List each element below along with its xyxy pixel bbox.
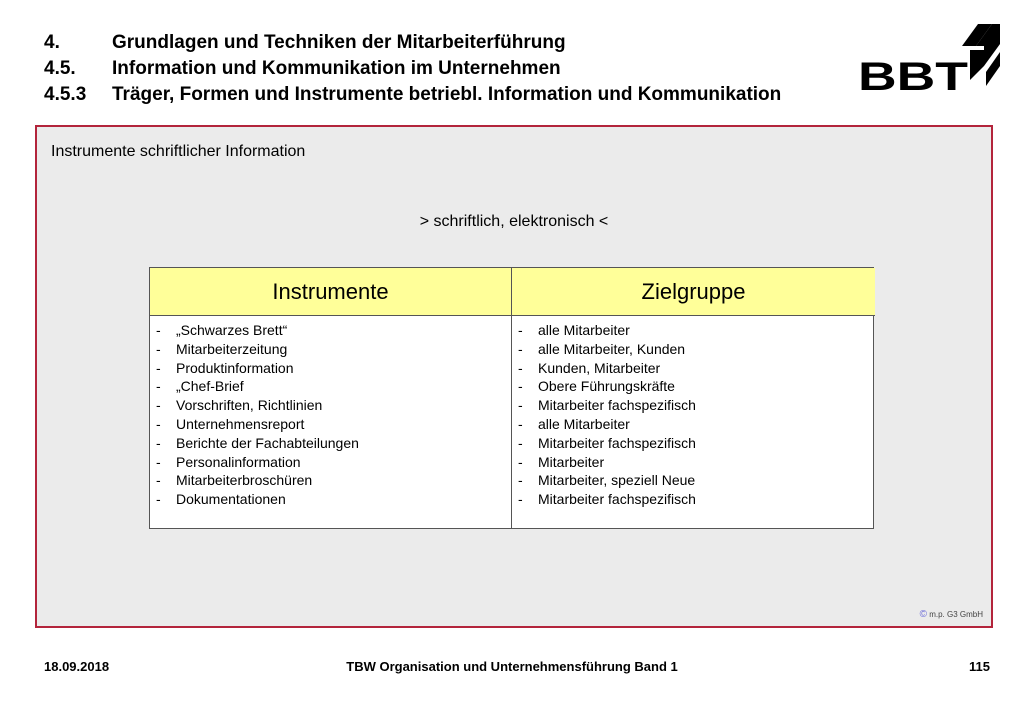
list-item-text: Berichte der Fachabteilungen — [176, 434, 359, 451]
list-item — [518, 453, 875, 472]
heading-number: 4. — [44, 32, 60, 53]
list-item-text: Unternehmensreport — [176, 415, 305, 432]
list-item-text: Kunden, Mitarbeiter — [538, 359, 661, 376]
heading-number: 4.5. — [44, 58, 76, 79]
heading-text: Träger, Formen und Instrumente betriebl. Information und Kommunikation — [112, 84, 782, 105]
instruments-table — [149, 267, 874, 529]
footer-date: 18.09.2018 — [44, 659, 110, 674]
list-item — [156, 453, 511, 472]
list-item-text: Vorschriften, Richtlinien — [176, 397, 323, 414]
instrumente-cell — [150, 316, 512, 528]
list-item — [156, 471, 511, 490]
list-item — [156, 340, 511, 359]
content-panel — [35, 125, 993, 628]
zielgruppe-list — [518, 321, 875, 509]
list-item — [156, 434, 511, 453]
heading-number: 4.5.3 — [44, 84, 87, 105]
dash-marker: - — [518, 378, 523, 395]
list-item-text: Mitarbeiter fachspezifisch — [538, 491, 696, 508]
list-item — [518, 415, 875, 434]
copyright-text: m.p. G3 GmbH — [929, 610, 983, 619]
list-item-text: Mitarbeiter, speziell Neue — [538, 472, 696, 489]
dash-marker: - — [518, 472, 523, 489]
footer-title: TBW Organisation und Unternehmensführung Band 1 — [346, 659, 678, 674]
list-item — [518, 471, 875, 490]
dash-marker: - — [518, 340, 523, 357]
list-item — [156, 321, 511, 340]
dash-marker: - — [156, 378, 161, 395]
list-item-text: „Chef-Brief — [176, 378, 244, 395]
list-item — [518, 377, 875, 396]
column-header-instrumente: Instrumente — [150, 268, 512, 316]
instrumente-list — [156, 321, 511, 509]
dash-marker: - — [518, 359, 523, 376]
heading-line-2 — [44, 56, 781, 82]
logo-text: BBT — [858, 55, 968, 94]
list-item — [518, 340, 875, 359]
list-item-text: Personalinformation — [176, 453, 301, 470]
dash-marker: - — [156, 453, 161, 470]
dash-marker: - — [156, 359, 161, 376]
dash-marker: - — [518, 491, 523, 508]
list-item-text: Mitarbeiterzeitung — [176, 340, 288, 357]
list-item — [156, 490, 511, 509]
list-item-text: Mitarbeiter — [538, 453, 605, 470]
panel-subtitle: > schriftlich, elektronisch < — [419, 213, 609, 230]
dash-marker: - — [156, 491, 161, 508]
dash-marker: - — [156, 415, 161, 432]
copyright-icon: © — [919, 609, 927, 620]
panel-title: Instrumente schriftlicher Information — [51, 143, 306, 160]
heading-text: Grundlagen und Techniken der Mitarbeiterführung — [112, 32, 566, 53]
list-item-text: Produktinformation — [176, 359, 294, 376]
list-item-text: Obere Führungskräfte — [538, 378, 675, 395]
dash-marker: - — [518, 453, 523, 470]
list-item-text: „Schwarzes Brett“ — [176, 322, 288, 338]
list-item — [518, 490, 875, 509]
list-item-text: Dokumentationen — [176, 491, 286, 508]
list-item-text: Mitarbeiter fachspezifisch — [538, 434, 696, 451]
dash-marker: - — [518, 322, 523, 338]
column-header-zielgruppe: Zielgruppe — [512, 268, 875, 316]
zielgruppe-cell — [512, 316, 875, 528]
list-item — [156, 359, 511, 378]
dash-marker: - — [156, 472, 161, 489]
heading-text: Information und Kommunikation im Unternehmen — [112, 58, 561, 79]
dash-marker: - — [518, 415, 523, 432]
list-item — [156, 396, 511, 415]
bbt-logo — [858, 22, 1002, 94]
dash-marker: - — [156, 434, 161, 451]
heading-line-1 — [44, 30, 781, 56]
list-item — [518, 321, 875, 340]
list-item — [518, 359, 875, 378]
slide-header — [44, 30, 781, 108]
list-item-text: Mitarbeiter fachspezifisch — [538, 397, 696, 414]
dash-marker: - — [518, 434, 523, 451]
list-item — [518, 396, 875, 415]
dash-marker: - — [156, 340, 161, 357]
list-item — [156, 415, 511, 434]
list-item-text: alle Mitarbeiter — [538, 415, 630, 432]
copyright-note — [920, 609, 983, 620]
heading-line-3 — [44, 82, 781, 108]
list-item-text: alle Mitarbeiter — [538, 322, 630, 338]
list-item — [518, 434, 875, 453]
list-item — [156, 377, 511, 396]
dash-marker: - — [156, 322, 161, 338]
footer-page-number: 115 — [969, 659, 990, 674]
dash-marker: - — [518, 397, 523, 414]
dash-marker: - — [156, 397, 161, 414]
list-item-text: alle Mitarbeiter, Kunden — [538, 340, 686, 357]
list-item-text: Mitarbeiterbroschüren — [176, 472, 313, 489]
